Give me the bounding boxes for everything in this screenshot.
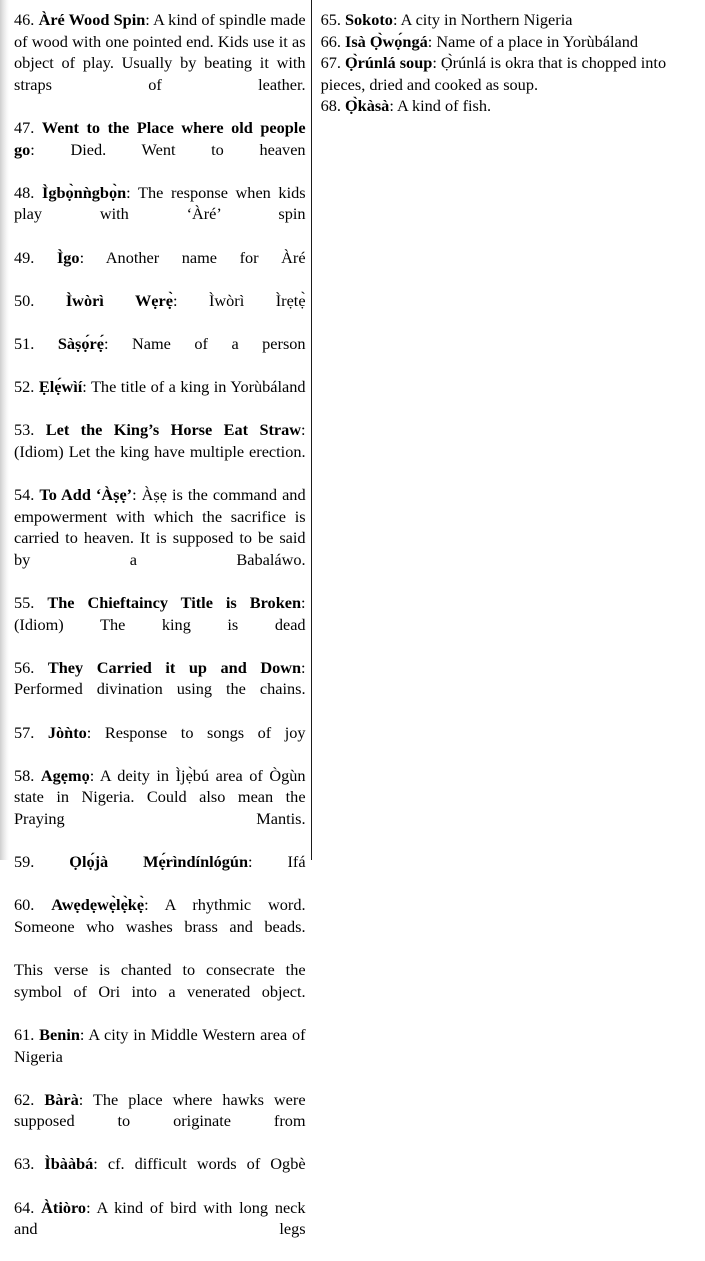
entry-number: 52. — [14, 377, 39, 397]
entry-definition: : (Idiom) The king is dead — [14, 593, 306, 634]
entry-term: Ìgo — [56, 247, 80, 267]
entry-definition: : A kind of spindle made of wood with one pointed end. Kids use it as object of play. Usually by beating it with straps of leather. — [14, 10, 306, 94]
entry-term: Ìwòrì Wẹrẹ̀ — [65, 290, 173, 310]
entry-term: Bàrà — [44, 1089, 79, 1109]
glossary-entry — [14, 376, 306, 419]
entry-number: 60. — [14, 895, 52, 915]
entry-term: Ọlọ́jà Mẹ́rìndínlógún — [69, 852, 249, 872]
entry-definition: : Ìwòrì Ìrẹtẹ̀ — [172, 290, 306, 310]
glossary-entry — [14, 333, 306, 376]
entry-number: 61. — [14, 1024, 40, 1044]
entry-term: Agẹmọ — [40, 765, 90, 785]
entry-definition: : Àṣẹ is the command and empowerment with which the sacrifice is carried to heaven. It is supposed to be said by a Babaláwo. — [14, 485, 306, 569]
glossary-entry — [14, 9, 306, 117]
entry-term: Let the King’s Horse Eat Straw — [45, 420, 302, 440]
glossary-entry — [14, 117, 306, 182]
entry-definition: This verse is chanted to consecrate the symbol of Ori into a venerated object. — [14, 960, 306, 1001]
glossary-entry — [14, 657, 306, 722]
entry-definition: : A deity in Ìjẹ̀bú area of Ògùn state in Nigeria. Could also mean the Praying Mantis. — [14, 765, 306, 828]
glossary-entry — [14, 851, 306, 894]
glossary-entry — [14, 419, 306, 484]
entry-term: Ìbààbá — [44, 1154, 94, 1174]
entry-term: Sokoto — [344, 10, 393, 29]
glossary-entry — [14, 182, 306, 247]
entry-definition: : cf. difficult words of Ogbè — [93, 1154, 306, 1174]
entry-term: Ọ̀kàsà — [344, 96, 390, 116]
glossary-entry — [14, 959, 306, 1024]
entry-definition: : Ọ̀rúnlá is okra that is chopped into pieces, dried and cooked as soup. — [320, 53, 667, 94]
entry-definition: : A kind of fish. — [389, 96, 492, 116]
entry-number: 50. — [14, 290, 66, 310]
entry-term: To Add ‘Àṣẹ’ — [39, 485, 133, 505]
entry-number: 67. — [320, 53, 345, 73]
entry-term: Ìgbọ̀nǹgbọ̀n — [41, 182, 127, 202]
entry-number: 68. — [320, 96, 345, 116]
entry-number: 64. — [14, 1197, 42, 1217]
entry-number: 49. — [14, 247, 57, 267]
entry-definition: : A city in Middle Western area of Nigeria — [14, 1024, 306, 1066]
entry-term: Ọ̀rúnlá soup — [344, 53, 433, 73]
glossary-entry — [14, 894, 306, 959]
glossary-entry — [14, 484, 306, 592]
glossary-entry — [321, 9, 697, 31]
entry-number: 63. — [14, 1154, 45, 1174]
entry-term: Went to the Place where old people go — [14, 117, 306, 159]
glossary-entry — [14, 592, 306, 657]
entry-number: 66. — [320, 31, 345, 51]
entry-number: 51. — [14, 333, 58, 353]
entry-term: The Chieftaincy Title is Broken — [47, 593, 302, 613]
entry-number: 56. — [14, 657, 48, 677]
entry-definition: : Died. Went to heaven — [30, 139, 306, 159]
glossary-entry — [14, 765, 306, 851]
entry-definition: : A kind of bird with long neck and legs — [14, 1197, 306, 1239]
entry-definition: : The place where hawks were supposed to originate from — [14, 1089, 306, 1131]
entry-number: 46. — [14, 10, 39, 29]
entry-number: 57. — [14, 722, 48, 742]
glossary-entry — [14, 1089, 306, 1154]
glossary-entry — [14, 1153, 306, 1196]
entry-number: 59. — [14, 852, 70, 872]
glossary-entry — [14, 290, 306, 333]
entry-number: 58. — [14, 765, 41, 785]
entry-number: 47. — [14, 117, 42, 137]
glossary-entry — [321, 52, 697, 95]
glossary-entry — [14, 1024, 306, 1089]
entry-term: Ẹlẹ́wìí — [38, 377, 83, 397]
right-column — [312, 0, 705, 117]
entry-number: 53. — [14, 420, 46, 440]
entry-term: They Carried it up and Down — [47, 657, 302, 677]
entry-term: Sàṣọ́rẹ́ — [57, 333, 104, 353]
entry-term: Benin — [39, 1024, 80, 1044]
entry-definition: : (Idiom) Let the king have multiple erection. — [14, 420, 306, 461]
glossary-entry — [321, 31, 697, 53]
glossary-entry — [321, 95, 697, 117]
entry-number: 65. — [320, 10, 345, 29]
entry-term: Àré Wood Spin — [38, 10, 146, 29]
entry-term: Àtiòro — [41, 1197, 87, 1217]
left-column — [0, 0, 311, 1261]
entry-definition: : Ifá — [248, 852, 306, 872]
entry-term: Jòǹto — [47, 722, 87, 742]
entry-definition: : A city in Northern Nigeria — [392, 10, 573, 29]
entry-number: 54. — [14, 485, 40, 505]
entry-number: 55. — [14, 593, 48, 613]
column-divider — [311, 0, 312, 860]
entry-number: 48. — [14, 182, 42, 202]
entry-definition: : Name of a place in Yorùbáland — [427, 31, 639, 51]
entry-term: Awẹdẹwẹ̀lẹ̀kẹ̀ — [51, 895, 145, 915]
entry-definition: : Response to songs of joy — [86, 722, 306, 742]
glossary-entry — [14, 1197, 306, 1261]
entry-term: Isà Ọ̀wọ́ngá — [344, 31, 428, 51]
entry-definition: : Another name for Àré — [79, 247, 306, 267]
entry-definition: : Performed divination using the chains. — [14, 657, 306, 699]
glossary-entry — [14, 722, 306, 765]
entry-definition: : The title of a king in Yorùbáland — [82, 377, 306, 397]
entry-definition: : Name of a person — [103, 333, 306, 353]
entry-definition: : The response when kids play with ‘Àré’ spin — [14, 182, 306, 224]
glossary-entry — [14, 247, 306, 290]
entry-number: 62. — [14, 1089, 45, 1109]
entry-definition: : A rhythmic word. Someone who washes brass and beads. — [14, 895, 306, 936]
